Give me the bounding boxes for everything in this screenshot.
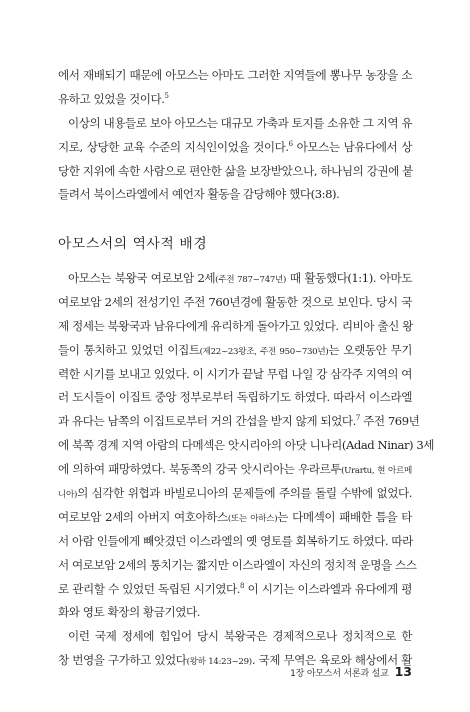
text-line: 력한 시기를 보내고 있었다. 이 시기가 끝날 무럽 나일 강 삼각주 지역의 여 xyxy=(58,366,412,381)
footnote-marker: 5 xyxy=(164,91,169,100)
footnote-marker: 7 xyxy=(355,414,360,423)
text-line: 이상의 내용들로 보아 아모스는 대규모 가축과 토지를 소유한 그 지역 유 xyxy=(68,115,413,130)
text-line: 지로, 상당한 교육 수준의 지식인이었을 것이다.$^6$ 아모스는 남유다에서 상 xyxy=(58,139,413,154)
running-head: 1장 아모스서 서론과 설교 xyxy=(290,669,389,679)
text-line: 로 관리할 수 있었던 독립된 시기였다.$^8$ 이 시기는 이스라엘과 유다에게 평 xyxy=(58,581,412,596)
footnote-marker: 6 xyxy=(288,139,293,148)
text-line: 러 도시들이 이집트 중앙 정부로부터 독립하기도 하였다. 따라서 이스라엘 xyxy=(58,390,412,405)
text-line: 아모스는 북왕국 여로보암 2세(주전 787~747년) 때 활동했다(1:1). 아마도 xyxy=(68,271,412,285)
text-line: 들려서 북이스라엘에서 예언자 활동을 감당해야 했다(3:8). xyxy=(58,187,340,202)
text-line: 서 여로보암 2세의 통치기는 짧지만 이스라엘이 자신의 정치적 운명을 스스 xyxy=(58,557,417,572)
text-line: 여로보암 2세의 아버지 여호아하스(또는 아하스)는 다메섹이 패배한 틈을 타 xyxy=(58,509,412,524)
text-line: 에 북쪽 경계 지역 아람의 다메섹은 앗시리아의 아닷 니나리(Adad Ninar) 3세 xyxy=(58,438,435,453)
text-line: 들이 통치하고 있었던 이집트(제22~23왕조, 주전 950~730년)는 오랫동안 무기 xyxy=(58,342,413,357)
section-paragraphs xyxy=(58,267,435,673)
page-footer xyxy=(290,664,412,679)
text-line: 에 의하여 패망하였다. 북동쪽의 강국 앗시리아는 우라르투(Urartu, 현 아르메 xyxy=(58,462,413,477)
text-line: 창 번영을 구가하고 있었다(왕하 14:23~29). 국제 무역은 육로와 해상에서 활 xyxy=(58,653,412,668)
text-line: 유하고 있었을 것이다.$^5$ xyxy=(58,91,169,106)
text-line: 서 아람 인들에게 빼앗겼던 이스라엘의 옛 영토를 회복하기도 하였다. 따라 xyxy=(58,533,413,548)
text-line: 이런 국제 정세에 힘입어 당시 북왕국은 경제적으로나 정치적으로 한 xyxy=(68,629,412,644)
text-line: 과 유다는 남쪽의 이집트로부터 거의 간섭을 받지 않게 되었다.$^7$ 주전 769년 xyxy=(58,414,420,429)
intro-paragraphs xyxy=(58,64,412,207)
section-heading: 아모스서의 역사적 배경 xyxy=(58,236,208,252)
text-line: 에서 재배되기 때문에 아모스는 아마도 그러한 지역들에 뽕나무 농장을 소 xyxy=(58,68,412,82)
footnote-marker: 8 xyxy=(239,581,244,590)
page-number: 13 xyxy=(394,664,412,679)
text-line: 화와 영토 확장의 황금기였다. xyxy=(58,605,200,620)
text-line: 당한 지위에 속한 사람으로 편안한 삶을 보장받았으나, 하나님의 강권에 붙 xyxy=(58,163,413,178)
text-line: 니아)의 심각한 위협과 바빌로니아의 문제들에 주의를 돌릴 수밖에 없었다. xyxy=(58,486,412,501)
text-line: 여로보암 2세의 전성기인 주전 760년경에 활동한 것으로 보인다. 당시 국 xyxy=(58,294,412,309)
text-line: 제 정세는 북왕국과 남유다에게 유리하게 돌아가고 있었다. 리비아 출신 왕 xyxy=(58,318,413,333)
